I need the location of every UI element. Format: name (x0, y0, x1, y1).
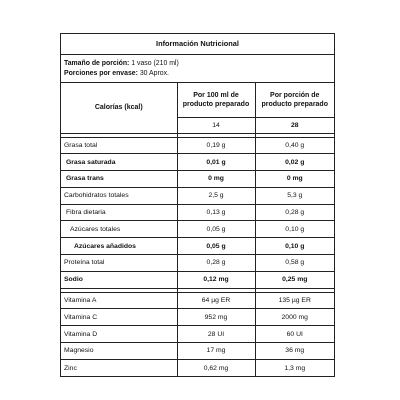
calories-label: Calorías (kcal) (61, 83, 177, 133)
value-per-100ml: 17 mg (177, 343, 255, 360)
table-row (61, 326, 334, 343)
value-per-portion: 0,28 g (255, 204, 334, 221)
table-row (61, 187, 334, 204)
table-row (61, 221, 334, 238)
value-per-100ml: 28 UI (177, 326, 255, 343)
table-row (61, 309, 334, 326)
panel-title: Información Nutricional (61, 34, 334, 55)
table-row (61, 292, 334, 309)
servings-per-container (64, 69, 334, 79)
value-per-100ml: 0,01 g (177, 154, 255, 171)
value-per-portion: 1,3 mg (255, 359, 334, 376)
nutrient-name: Carbohidratos totales (61, 187, 177, 204)
nutrient-name: Azúcares totales (61, 221, 177, 238)
value-per-100ml: 0 mg (177, 171, 255, 188)
serving-size (64, 59, 334, 69)
vitamin-name: Vitamina C (61, 309, 177, 326)
table-row (61, 137, 334, 154)
value-per-portion: 0,10 g (255, 238, 334, 255)
vitamin-name: Vitamina A (61, 292, 177, 309)
nutrition-table (61, 83, 334, 376)
col-per-100ml-header: Por 100 ml de producto preparado (177, 83, 255, 117)
mineral-name: Magnesio (61, 343, 177, 360)
nutrient-name: Proteína total (61, 255, 177, 272)
table-row (61, 238, 334, 255)
value-per-100ml: 0,19 g (177, 137, 255, 154)
nutrient-name: Fibra dietaria (61, 204, 177, 221)
table-row (61, 171, 334, 188)
table-row (61, 343, 334, 360)
value-per-portion: 36 mg (255, 343, 334, 360)
nutrient-name: Grasa trans (61, 171, 177, 188)
serving-size-label: Tamaño de porción: (64, 60, 130, 67)
value-per-100ml: 0,28 g (177, 255, 255, 272)
calories-per-portion: 28 (255, 117, 334, 133)
nutrient-name: Grasa total (61, 137, 177, 154)
nutrient-name: Sodio (61, 271, 177, 288)
nutrient-name: Grasa saturada (61, 154, 177, 171)
servings-count-value: 30 Aprox. (139, 69, 169, 77)
mineral-name: Zinc (61, 359, 177, 376)
value-per-portion: 60 UI (255, 326, 334, 343)
value-per-100ml: 0,13 g (177, 204, 255, 221)
calories-per-100ml: 14 (177, 117, 255, 133)
value-per-portion: 0 mg (255, 171, 334, 188)
table-row (61, 154, 334, 171)
serving-info (61, 55, 334, 83)
value-per-portion: 0,40 g (255, 137, 334, 154)
value-per-100ml: 952 mg (177, 309, 255, 326)
table-row (61, 204, 334, 221)
value-per-100ml: 64 µg ER (177, 292, 255, 309)
table-row (61, 359, 334, 376)
value-per-100ml: 0,05 g (177, 221, 255, 238)
value-per-portion: 135 µg ER (255, 292, 334, 309)
value-per-100ml: 0,62 mg (177, 359, 255, 376)
table-row (61, 271, 334, 288)
header-row (61, 83, 334, 117)
value-per-100ml: 0,12 mg (177, 271, 255, 288)
col-per-portion-header: Por porción de producto preparado (255, 83, 334, 117)
value-per-portion: 0,10 g (255, 221, 334, 238)
serving-size-value: 1 vaso (210 ml) (131, 60, 179, 67)
nutrient-name: Azúcares añadidos (61, 238, 177, 255)
servings-count-label: Porciones por envase: (64, 69, 138, 77)
value-per-portion: 2000 mg (255, 309, 334, 326)
value-per-portion: 0,25 mg (255, 271, 334, 288)
value-per-100ml: 2,5 g (177, 187, 255, 204)
value-per-portion: 0,02 g (255, 154, 334, 171)
value-per-portion: 5,3 g (255, 187, 334, 204)
nutrition-facts-panel (60, 33, 335, 377)
vitamin-name: Vitamina D (61, 326, 177, 343)
table-row (61, 255, 334, 272)
value-per-portion: 0,58 g (255, 255, 334, 272)
value-per-100ml: 0,05 g (177, 238, 255, 255)
